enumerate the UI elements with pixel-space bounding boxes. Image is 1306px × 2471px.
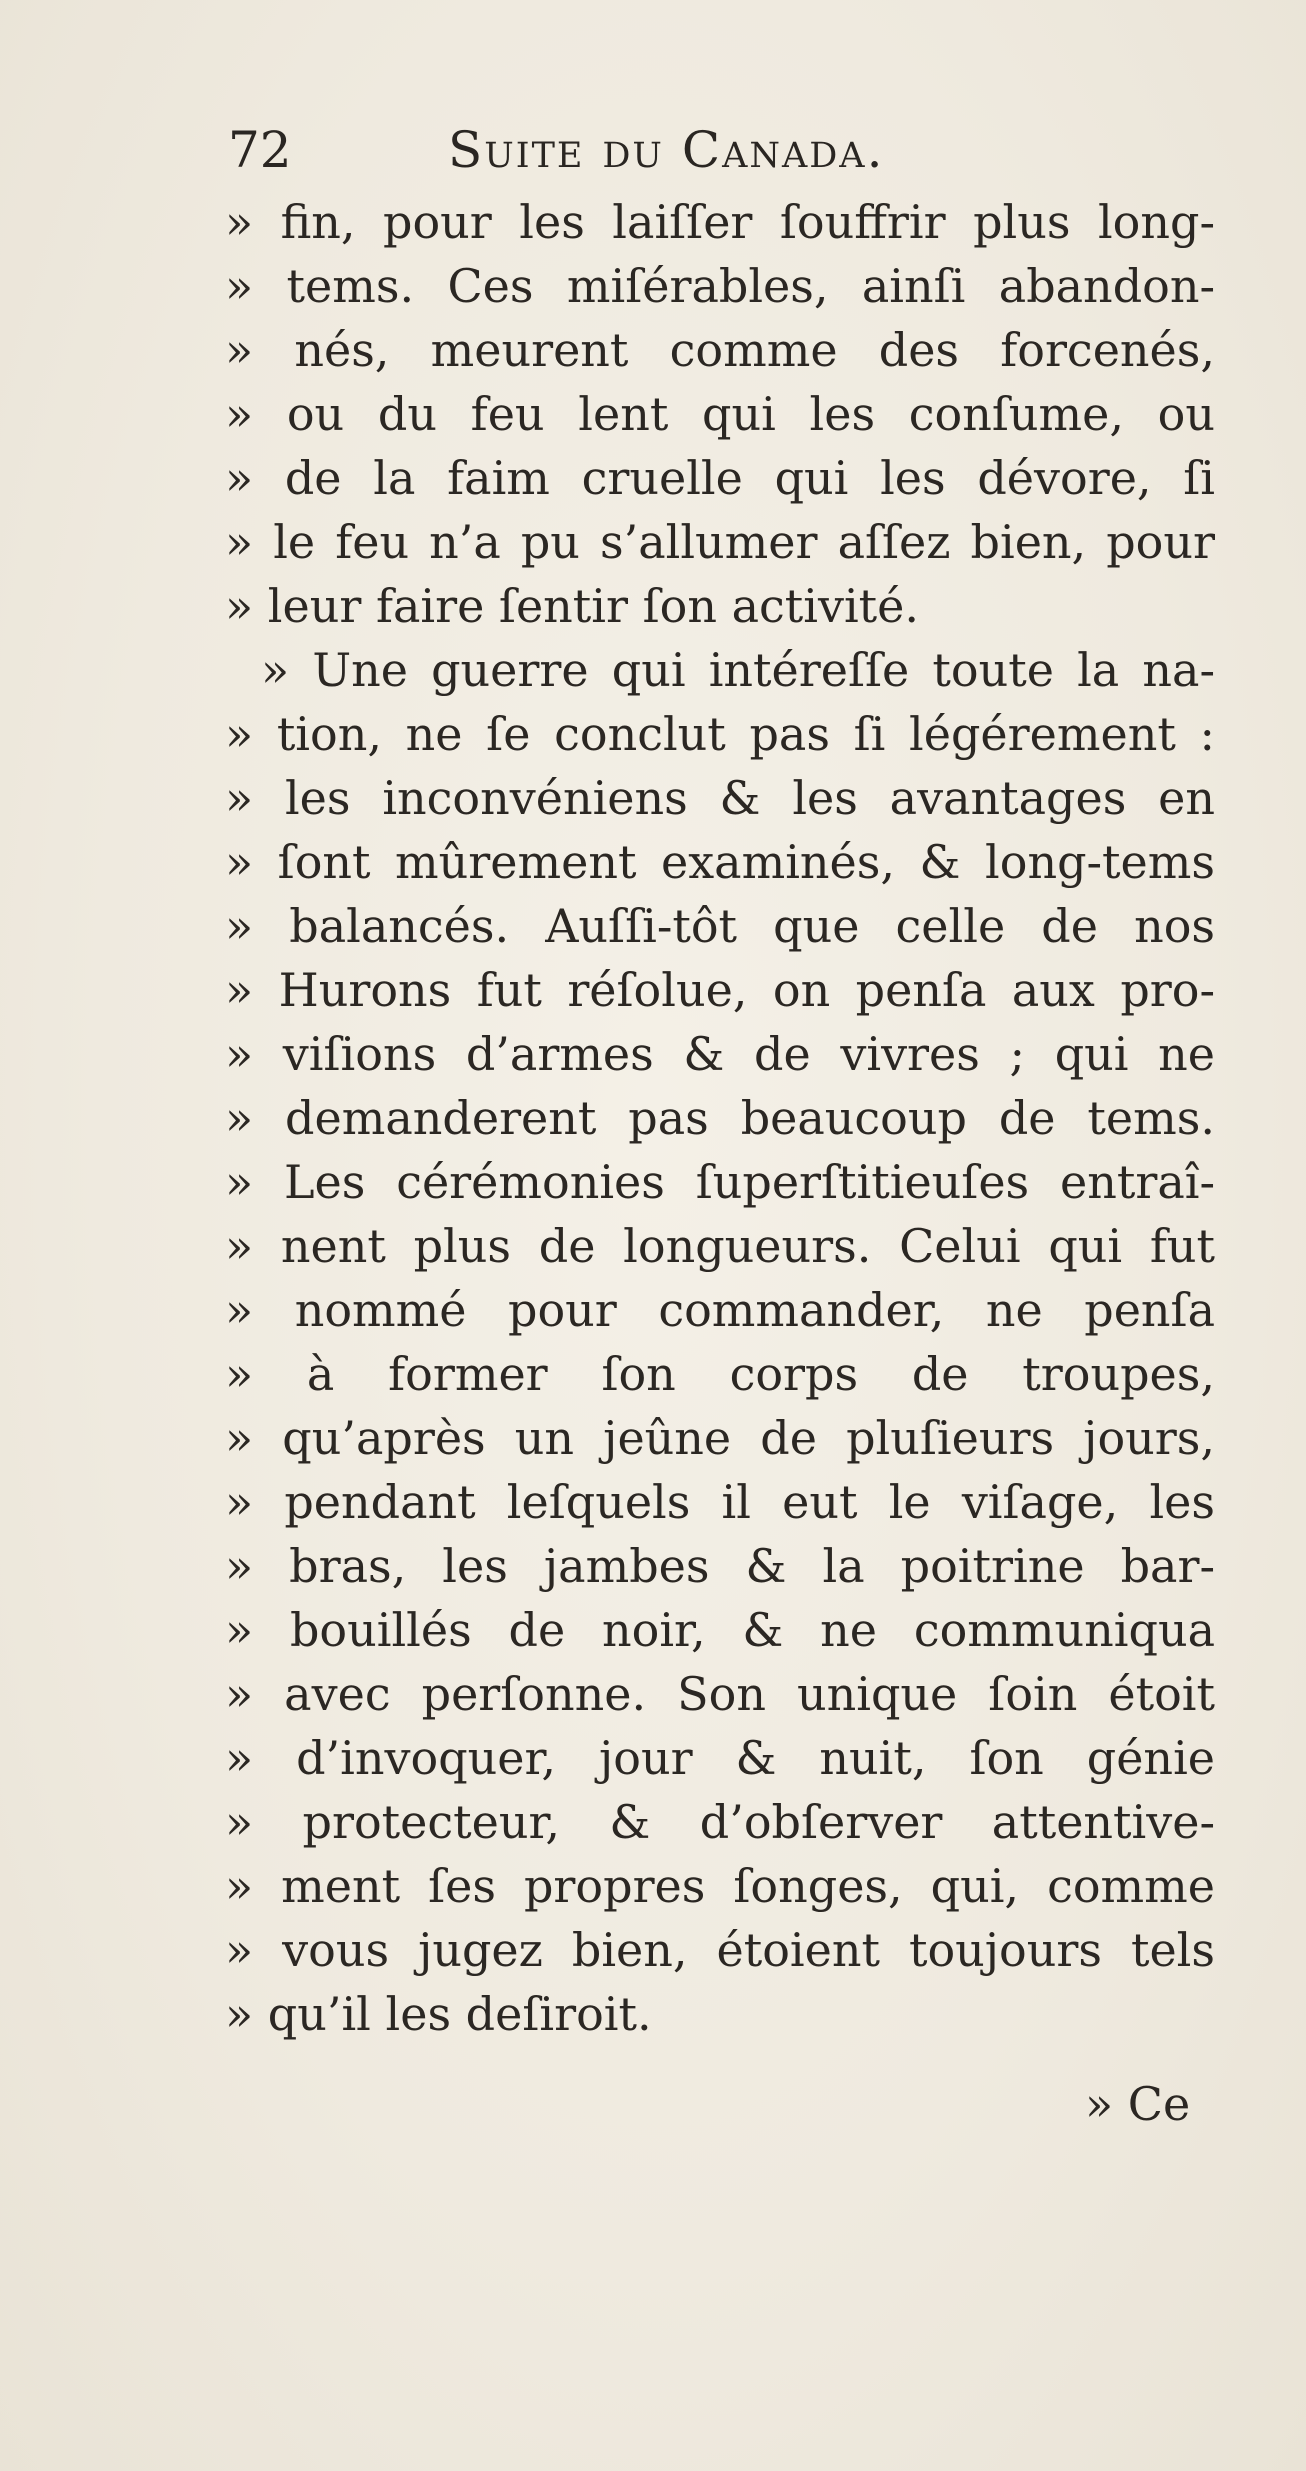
page-number: 72 <box>228 121 292 179</box>
text-line: » tems. Ces miſérables, ainſi abandon- <box>225 259 1215 313</box>
text-line: » Hurons fut réſolue, on penſa aux pro- <box>225 963 1215 1017</box>
catchword: » Ce <box>1085 2077 1191 2131</box>
text-line: » viſions d’armes & de vivres ; qui ne <box>225 1027 1215 1081</box>
text-line: » ſont mûrement examinés, & long-tems <box>225 835 1215 889</box>
text-line: » bouillés de noir, & ne communiqua <box>225 1603 1215 1657</box>
text-line: » nommé pour commander, ne penſa <box>225 1283 1215 1337</box>
body-text <box>225 190 1215 2046</box>
text-line: » Les cérémonies ſuperſtitieuſes entraî- <box>225 1155 1215 1209</box>
text-line: » de la faim cruelle qui les dévore, ſi <box>225 451 1215 505</box>
text-line: » demanderent pas beaucoup de tems. <box>225 1091 1215 1145</box>
text-line: » ou du feu lent qui les conſume, ou <box>225 387 1215 441</box>
text-line: » nés, meurent comme des forcenés, <box>225 323 1215 377</box>
page-header <box>228 120 1028 180</box>
running-head: Suite du Canada. <box>448 121 885 179</box>
text-line: » vous jugez bien, étoient toujours tels <box>225 1923 1215 1977</box>
text-line: » le feu n’a pu s’allumer aſſez bien, pour <box>225 515 1215 569</box>
text-line: » fin, pour les laiſſer ſouffrir plus long- <box>225 195 1215 249</box>
text-line: » avec perſonne. Son unique ſoin étoit <box>225 1667 1215 1721</box>
text-line: » protecteur, & d’obſerver attentive- <box>225 1795 1215 1849</box>
text-line: » pendant leſquels il eut le viſage, les <box>225 1475 1215 1529</box>
text-line: » les inconvéniens & les avantages en <box>225 771 1215 825</box>
text-line: » bras, les jambes & la poitrine bar- <box>225 1539 1215 1593</box>
text-line: » ment ſes propres ſonges, qui, comme <box>225 1859 1215 1913</box>
text-line: » qu’il les deſiroit. <box>225 1987 652 2041</box>
text-line: » tion, ne ſe conclut pas ſi légérement : <box>225 707 1215 761</box>
text-line: » Une guerre qui intéreſſe toute la na- <box>261 643 1215 697</box>
text-line: » nent plus de longueurs. Celui qui fut <box>225 1219 1215 1273</box>
text-line: » leur faire ſentir ſon activité. <box>225 579 919 633</box>
text-line: » à former ſon corps de troupes, <box>225 1347 1215 1401</box>
text-line: » qu’après un jeûne de pluſieurs jours, <box>225 1411 1215 1465</box>
text-line: » d’invoquer, jour & nuit, ſon génie <box>225 1731 1215 1785</box>
text-line: » balancés. Auſſi-tôt que celle de nos <box>225 899 1215 953</box>
